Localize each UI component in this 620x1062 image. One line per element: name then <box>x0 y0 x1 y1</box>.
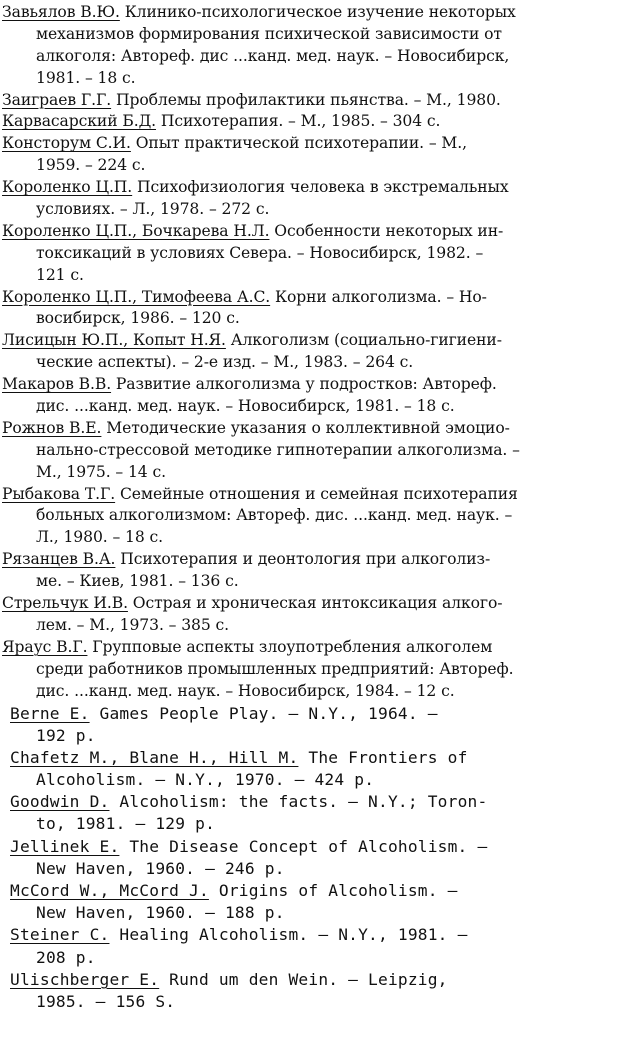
reference-entry <box>2 747 614 791</box>
reference-author: Рыбакова Т.Г. <box>2 484 116 503</box>
reference-text: The Frontiers of <box>298 747 468 767</box>
reference-text: Games People Play. – N.Y., 1964. – <box>89 703 438 723</box>
reference-author: Короленко Ц.П. <box>2 178 133 197</box>
reference-text: The Disease Concept of Alcoholism. – <box>119 836 488 856</box>
reference-text: Алкоголизм (социально-гигиени- <box>225 331 502 350</box>
reference-text: нально-стрессовой методике гипнотерапии алкоголизма. – <box>36 440 520 459</box>
reference-text: Alcoholism: the facts. – N.Y.; Toron- <box>109 792 488 812</box>
reference-text: ме. – Киев, 1981. – 136 с. <box>36 572 239 591</box>
reference-author: Goodwin D. <box>10 792 110 812</box>
reference-author: McCord W., McCord J. <box>10 881 209 900</box>
reference-text: Проблемы профилактики пьянства. – М., 1980. <box>111 90 501 109</box>
reference-text: Острая и хроническая интоксикация алкого- <box>127 594 503 613</box>
reference-text: to, 1981. – 129 p. <box>36 814 216 834</box>
reference-text: Особенности некоторых ин- <box>269 221 504 240</box>
reference-text: 208 p. <box>36 947 96 967</box>
reference-entry <box>2 111 614 133</box>
reference-author: Лисицын Ю.П., Копыт Н.Я. <box>2 331 226 350</box>
reference-entry <box>2 836 614 880</box>
reference-entry <box>2 221 614 287</box>
reference-entry <box>2 2 614 90</box>
reference-author: Jellinek E. <box>10 836 120 856</box>
reference-text: Origins of Alcoholism. – <box>208 881 458 900</box>
reference-text: New Haven, 1960. – 246 p. <box>36 858 285 878</box>
reference-author: Berne E. <box>10 703 90 723</box>
reference-text: Семейные отношения и семейная психотерапия <box>115 484 518 503</box>
reference-entry <box>2 593 614 637</box>
reference-text: 121 с. <box>36 265 84 284</box>
reference-entry <box>2 484 614 550</box>
reference-text: Методические указания о коллективной эмоцио- <box>101 418 510 437</box>
reference-text: 1981. – 18 с. <box>36 68 136 87</box>
reference-entry <box>2 791 614 835</box>
reference-text: Опыт практической психотерапии. – М., <box>130 134 467 153</box>
reference-entry <box>2 133 614 177</box>
reference-text: дис. ...канд. мед. наук. – Новосибирск, 1984. – 12 с. <box>36 681 455 700</box>
reference-entry <box>2 969 614 1013</box>
reference-text: New Haven, 1960. – 188 p. <box>36 903 285 923</box>
reference-text: Клинико-психологическое изучение некоторых <box>119 3 516 21</box>
reference-text: восибирск, 1986. – 120 с. <box>36 309 240 328</box>
reference-text: механизмов формирования психической зависимости от <box>36 24 502 43</box>
reference-author: Консторум С.И. <box>2 134 131 153</box>
reference-entry <box>2 924 614 968</box>
reference-author: Рязанцев В.А. <box>2 550 116 569</box>
reference-text: Психофизиология человека в экстремальных <box>132 178 509 197</box>
reference-text: ческие аспекты). – 2-е изд. – М., 1983. – 264 с. <box>36 353 414 372</box>
reference-text: Healing Alcoholism. – N.Y., 1981. – <box>109 925 468 945</box>
reference-entry <box>2 549 614 593</box>
reference-author: Заиграев Г.Г. <box>2 90 112 109</box>
reference-author: Chafetz M., Blane H., Hill M. <box>10 747 299 767</box>
reference-author: Короленко Ц.П., Тимофеева А.С. <box>2 287 271 306</box>
reference-text: 1959. – 224 с. <box>36 156 146 175</box>
bibliography-list-ru <box>2 2 614 703</box>
reference-author: Рожнов В.Е. <box>2 418 102 437</box>
reference-entry <box>2 418 614 484</box>
reference-text: Rund um den Wein. – Leipzig, <box>159 969 448 989</box>
reference-author: Макаров В.В. <box>2 375 112 394</box>
reference-author: Яраус В.Г. <box>2 637 88 656</box>
reference-author: Ulischberger E. <box>10 969 160 989</box>
reference-entry <box>2 287 614 331</box>
reference-text: Л., 1980. – 18 с. <box>36 528 164 547</box>
reference-text: больных алкоголизмом: Автореф. дис. ...канд. мед. наук. – <box>36 506 513 525</box>
reference-entry <box>2 374 614 418</box>
reference-text: 192 p. <box>36 725 96 745</box>
reference-text: Alcoholism. – N.Y., 1970. – 424 p. <box>36 770 375 790</box>
reference-text: лем. – М., 1973. – 385 с. <box>36 615 230 634</box>
reference-author: Карвасарский Б.Д. <box>2 112 157 131</box>
reference-entry <box>2 90 614 112</box>
reference-entry <box>2 177 614 221</box>
reference-text: М., 1975. – 14 с. <box>36 462 166 481</box>
reference-text: Групповые аспекты злоупотребления алкоголем <box>87 637 493 656</box>
reference-text: Психотерапия. – М., 1985. – 304 с. <box>156 112 441 131</box>
reference-text: алкоголя: Автореф. дис ...канд. мед. наук. – Новосибирск, <box>36 46 510 65</box>
reference-author: Короленко Ц.П., Бочкарева Н.Л. <box>2 221 270 240</box>
reference-text: Корни алкоголизма. – Но- <box>270 287 487 306</box>
reference-entry <box>2 330 614 374</box>
reference-author: Стрельчук И.В. <box>2 594 128 613</box>
bibliography-list-en <box>2 703 614 1014</box>
reference-author: Завьялов В.Ю. <box>2 3 120 21</box>
reference-entry <box>2 637 614 703</box>
reference-text: среди работников промышленных предприятий: Автореф. <box>36 659 514 678</box>
reference-text: токсикаций в условиях Севера. – Новосибирск, 1982. – <box>36 243 484 262</box>
reference-text: условиях. – Л., 1978. – 272 с. <box>36 200 270 219</box>
reference-text: дис. ...канд. мед. наук. – Новосибирск, 1981. – 18 с. <box>36 397 455 416</box>
reference-text: Развитие алкоголизма у подростков: Автореф. <box>111 375 497 394</box>
reference-text: Психотерапия и деонтология при алкоголиз- <box>115 550 491 569</box>
reference-entry <box>2 703 614 747</box>
reference-author: Steiner C. <box>10 925 110 945</box>
reference-entry <box>2 880 614 924</box>
reference-text: 1985. – 156 S. <box>36 991 176 1011</box>
